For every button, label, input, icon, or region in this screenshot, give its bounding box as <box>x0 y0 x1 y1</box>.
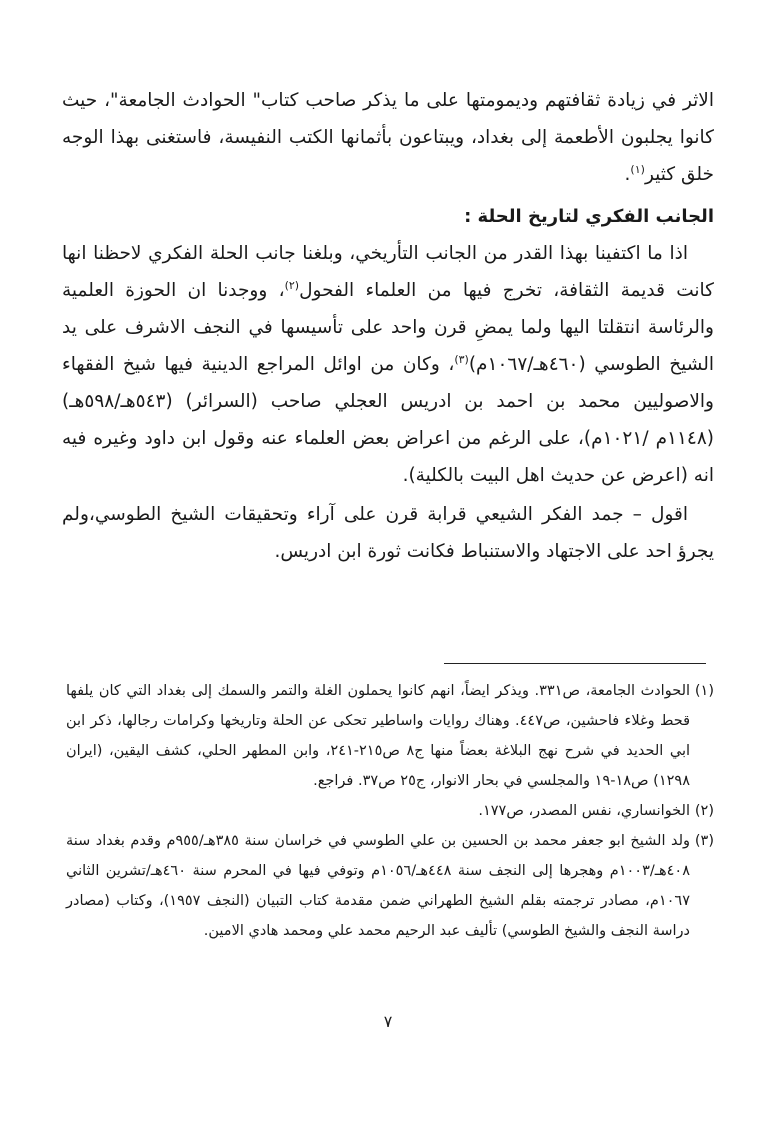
paragraph-text: ، وكان من اوائل المراجع الدينية فيها شيخ الفقهاء والاصوليين محمد بن احمد بن ادريس العجلي صاحب (السرائر) (٥٤٣هـ/٥٩٨هـ) (١١٤٨م /١٠٢١م)، على الرغم من اعراض بعض العلماء عنه وقول ابن داود وغيره فيه انه (اعرض عن حديث اهل البيت بالكلية). <box>62 354 714 486</box>
footnote-divider <box>444 663 706 664</box>
footnote <box>66 826 714 946</box>
paragraph-text: اذا ما اكتفينا بهذا القدر من الجانب التأريخي، وبلغنا جانب الحلة الفكري لاحظنا انها كانت قديمة الثقافة، تخرج فيها من العلماء الفحول <box>62 243 714 301</box>
section-heading: الجانب الفكري لتاريخ الحلة : <box>464 206 714 227</box>
footnote <box>66 676 714 796</box>
footnote <box>66 796 714 826</box>
paragraph-text: الاثر في زيادة ثقافتهم وديمومتها على ما يذكر صاحب كتاب" الحوادث الجامعة"، حيث كانوا يجلبون الأطعمة إلى بغداد، ويبتاعون بأثمانها الكتب النفيسة، فاستغنى بهذا الوجه خلق كثير <box>62 90 714 185</box>
paragraph <box>62 82 714 193</box>
footnote-number: (٣) <box>694 833 714 849</box>
footnote-reference: (١) <box>630 162 645 176</box>
footnote-text: ولد الشيخ ابو جعفر محمد بن الحسين بن علي الطوسي في خراسان سنة ٣٨٥هـ/٩٥٥م وقدم بغداد سنة ٤٠٨هـ/١٠٠٣م وهجرها إلى النجف سنة ٤٤٨هـ/١٠٥٦م وتوفي فيها في المحرم سنة ٤٦٠هـ/تشرين الثاني ١٠٦٧م، مصادر ترجمته بقلم الشيخ الطهراني ضمن مقدمة كتاب التبيان (النجف ١٩٥٧)، وكتاب (مصادر دراسة النجف والشيخ الطوسي) تأليف عبد الرحيم محمد علي ومحمد هادي الامين. <box>66 833 691 939</box>
footnote-text: الحوادث الجامعة، ص٣٣١. ويذكر ايضاً، انهم كانوا يحملون الغلة والتمر والسمك إلى بغداد التي كان يلفها قحط وغلاء فاحشين، ص٤٤٧. وهناك روايات واساطير تحكى عن الحلة وتاريخها وكرامات رجالها، ذكر ابن ابي الحديد في شرح نهج البلاغة بعضاً منها ج٨ ص٢١٥-٢٤١، وابن المطهر الحلي، كشف اليقين، (ايران ١٢٩٨) ص١٨-١٩ والمجلسي في بحار الانوار، ج٢٥ ص٣٧. فراجع. <box>66 683 691 789</box>
paragraph <box>62 235 714 494</box>
footnote-reference: (٣) <box>454 352 469 366</box>
footnotes <box>66 676 714 946</box>
paragraph-end: . <box>624 164 631 185</box>
paragraph: اقول – جمد الفكر الشيعي قرابة قرن على آراء وتحقيقات الشيخ الطوسي،ولم يجرؤ احد على الاجتهاد والاستنباط فكانت ثورة ابن ادريس. <box>62 504 714 562</box>
footnote-number: (١) <box>694 683 714 699</box>
page-number: ٧ <box>383 1012 393 1031</box>
footnote-text: الخوانساري، نفس المصدر، ص١٧٧. <box>478 803 690 819</box>
footnote-number: (٢) <box>694 803 714 819</box>
footnote-reference: (٢) <box>284 278 300 292</box>
main-text <box>62 82 714 570</box>
paragraph-text: ، ووجدنا ان الحوزة العلمية والرئاسة انتقلتا اليها ولما يمضِ قرن واحد على تأسيسها في النجف الاشرف على يد الشيخ الطوسي (٤٦٠هـ/١٠٦٧م) <box>62 280 715 375</box>
